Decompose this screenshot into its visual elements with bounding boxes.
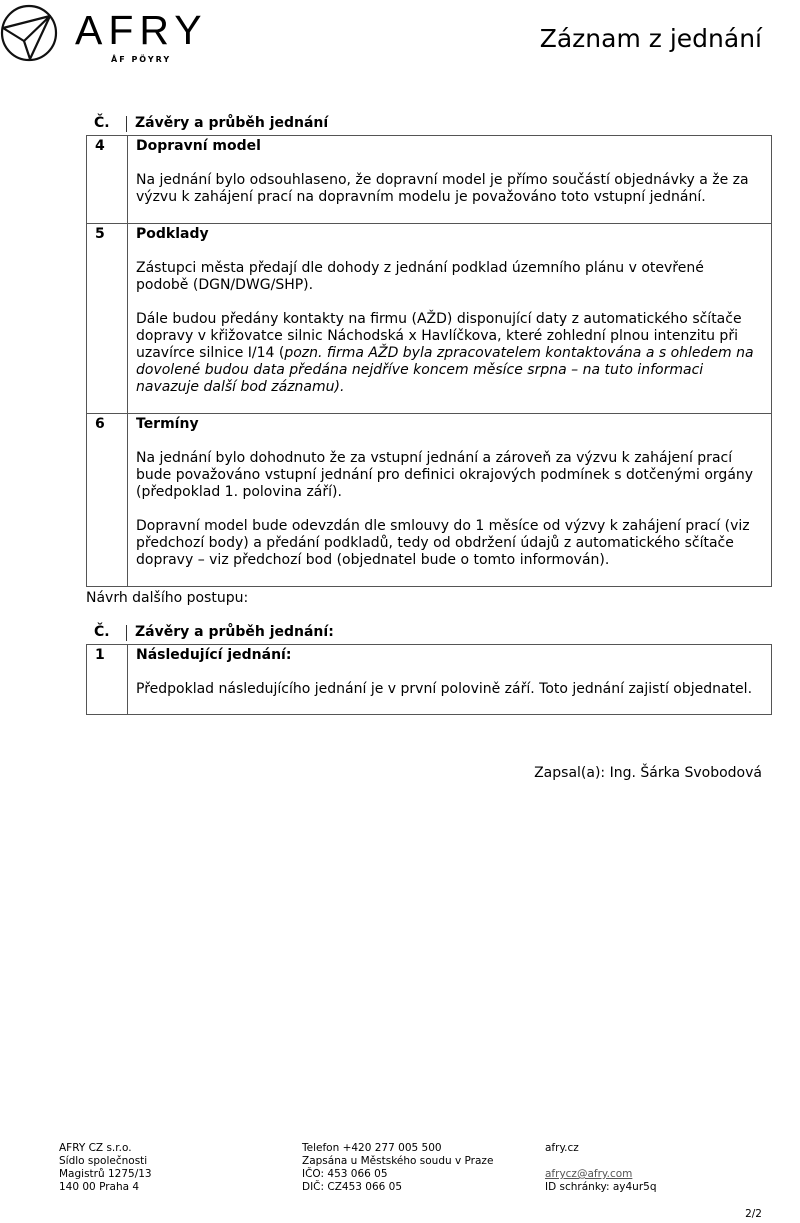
table-row bbox=[87, 645, 771, 715]
row-paragraph: Na jednání bylo dohodnuto že za vstupní jednání a zároveň za výzvu k zahájení prací bude považováno vstupní jednání pro definici okrajových podmínek s dotčenými orgány (předpoklad 1. polovina září). bbox=[136, 450, 754, 500]
databox-id: ID schránky: ay4ur5q bbox=[545, 1181, 657, 1193]
row-title: Následující jednání: bbox=[136, 647, 292, 663]
italic-note: pozn. firma AŽD byla zpracovatelem kontaktována a s ohledem na dovolené budou data předána nejdříve koncem měsíce srpna – na tuto informaci navazuje další bod záznamu). bbox=[136, 345, 754, 395]
row-title: Podklady bbox=[136, 226, 209, 242]
email-link[interactable]: afrycz@afry.com bbox=[545, 1168, 633, 1180]
company-city: 140 00 Praha 4 bbox=[59, 1181, 140, 1193]
column-number-header: Č. bbox=[94, 624, 110, 640]
table1-header bbox=[86, 112, 772, 132]
row-title: Dopravní model bbox=[136, 138, 261, 154]
column-divider bbox=[127, 645, 128, 714]
table-row bbox=[87, 224, 771, 414]
afry-logo bbox=[0, 4, 215, 66]
footer-registration bbox=[302, 1142, 493, 1194]
table-row bbox=[87, 414, 771, 587]
footer-spacer bbox=[545, 1155, 657, 1168]
row-number: 4 bbox=[95, 138, 105, 154]
company-phone: Telefon +420 277 005 500 bbox=[302, 1142, 442, 1154]
row-paragraph: Zástupci města předají dle dohody z jednání podklad územního plánu v otevřené podobě (DGN/DWG/SHP). bbox=[136, 260, 704, 293]
row-paragraph: Předpoklad následujícího jednání je v první polovině září. Toto jednání zajistí objednatel. bbox=[136, 681, 753, 697]
row-title: Termíny bbox=[136, 416, 199, 432]
column-conclusions-header: Závěry a průběh jednání bbox=[135, 115, 329, 131]
conclusions-table bbox=[86, 135, 772, 587]
table-row bbox=[87, 136, 771, 224]
company-name: AFRY CZ s.r.o. bbox=[59, 1142, 132, 1154]
company-dic: DIČ: CZ453 066 05 bbox=[302, 1181, 403, 1193]
website-text: afry.cz bbox=[545, 1142, 579, 1154]
row-paragraph: Dopravní model bude odevzdán dle smlouvy do 1 měsíce od výzvy k zahájení prací (viz předchozí body) a předání podkladů, tedy od obdržení údajů z automatického sčítače dopravy – viz předchozí bod (objednatel bude o tomto informován). bbox=[136, 518, 750, 568]
afry-paper-plane-circle-icon bbox=[0, 4, 62, 66]
next-steps-table bbox=[86, 644, 772, 715]
header-divider bbox=[126, 625, 127, 641]
header-divider bbox=[126, 116, 127, 132]
next-steps-label: Návrh dalšího postupu: bbox=[86, 590, 249, 606]
footer-company bbox=[59, 1142, 152, 1194]
column-number-header: Č. bbox=[94, 115, 110, 131]
row-number: 5 bbox=[95, 226, 105, 242]
row-number: 1 bbox=[95, 647, 105, 663]
company-street: Magistrů 1275/13 bbox=[59, 1168, 152, 1180]
table2-header bbox=[86, 621, 772, 641]
company-seat-label: Sídlo společnosti bbox=[59, 1155, 148, 1167]
row-number: 6 bbox=[95, 416, 105, 432]
logo-wordmark: AFRY bbox=[75, 7, 208, 53]
footer-contact bbox=[545, 1142, 657, 1194]
row-paragraph bbox=[136, 311, 759, 396]
column-divider bbox=[127, 224, 128, 413]
page-number: 2/2 bbox=[745, 1208, 762, 1220]
logo-subtitle: ÅF PÖYRY bbox=[111, 55, 172, 64]
company-ico: IČO: 453 066 05 bbox=[302, 1168, 388, 1180]
column-divider bbox=[127, 136, 128, 223]
row-paragraph: Na jednání bylo odsouhlaseno, že dopravní model je přímo součástí objednávky a že za výzvu k zahájení prací na dopravním modelu je považováno toto vstupní jednání. bbox=[136, 172, 749, 205]
paragraph-text: Dále budou předány kontakty na firmu (AŽD) disponující daty z automatického sčítače dopravy v křižovatce silnic Náchodská x Havlíčkova, které zohlední plnou intenzitu při uzavírce silnice I/14 ( bbox=[136, 311, 742, 361]
document-title: Záznam z jednání bbox=[539, 24, 762, 53]
column-conclusions-header: Závěry a průběh jednání: bbox=[135, 624, 334, 640]
company-register: Zapsána u Městského soudu v Praze bbox=[302, 1155, 494, 1167]
signed-by: Zapsal(a): Ing. Šárka Svobodová bbox=[534, 765, 762, 781]
column-divider bbox=[127, 414, 128, 586]
